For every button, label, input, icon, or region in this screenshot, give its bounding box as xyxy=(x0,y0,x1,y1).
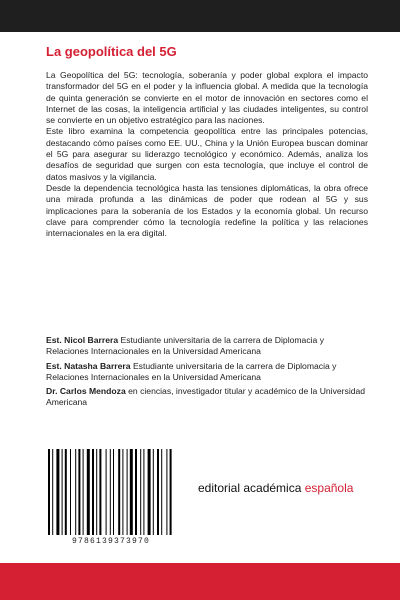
top-bar xyxy=(0,0,400,32)
barcode-bar xyxy=(113,449,114,535)
barcode-bar xyxy=(83,449,84,535)
barcode-bar xyxy=(62,449,63,535)
book-description xyxy=(46,70,368,239)
description-paragraph: Desde la dependencia tecnológica hasta las tensiones diplomáticas, la obra ofrece una mirada profunda a las dinámicas de poder que rodean al 5G y sus implicaciones para la soberanía de los Estados y la economía global. Un recurso clave para comprender cómo la tecnología redefine la política y las relaciones internacionales en la era digital. xyxy=(46,182,368,239)
barcode-bar xyxy=(153,449,154,535)
publisher-name: editorial académica xyxy=(198,481,302,495)
author-bio: Estudiante universitaria de la carrera de Diplomacia y Relaciones Internacionales en la Universidad Americana xyxy=(46,335,325,357)
barcode-bar xyxy=(106,449,107,535)
barcode-bar xyxy=(65,449,67,535)
barcode-bar xyxy=(143,449,144,535)
author-bio: en ciencias, investigador titular y académico de la Universidad Americana xyxy=(46,386,366,408)
barcode-bar xyxy=(140,449,141,535)
barcode-bar xyxy=(52,449,53,535)
barcode-bar xyxy=(99,449,101,535)
bottom-bar xyxy=(0,563,400,600)
barcode-bar xyxy=(118,449,120,535)
author-bio: Estudiante universitaria de la carrera de Diplomacia y Relaciones Internacionales en la Universidad Americana xyxy=(46,360,337,382)
barcode-bar xyxy=(148,449,151,535)
author-entry xyxy=(46,335,368,358)
barcode-bar xyxy=(170,449,172,535)
barcode-bar xyxy=(166,449,167,535)
author-bios xyxy=(46,335,368,412)
barcode-bar xyxy=(75,449,76,535)
author-name: Est. Nicol Barrera xyxy=(46,335,119,345)
barcode-bar xyxy=(48,449,50,535)
barcode-bar xyxy=(92,449,94,535)
isbn-number: 9786139373970 xyxy=(71,537,150,546)
barcode-bar xyxy=(56,449,59,535)
description-paragraph: La Geopolítica del 5G: tecnología, soberanía y poder global explora el impacto transformador del 5G en el poder y la influencia global. A medida que la tecnología de quinta generación se convierte en el motor de innovación en sectores como el Internet de las cosas, la inteligencia artificial y las ciudades inteligentes, su control se convierte en un objetivo estratégico para las naciones. xyxy=(46,70,368,126)
barcode-bar xyxy=(135,449,137,535)
publisher-logo xyxy=(198,481,353,495)
barcode-bar xyxy=(122,449,123,535)
description-paragraph: Este libro examina la competencia geopolítica entre las principales potencias, destacando cómo países como EE. UU., China y la Unión Europea buscan dominar el 5G para asegurar su liderazgo tecnológico y económico. Además, analiza los desafíos de seguridad que surgen con esta tecnología, que incluye el control de datos masivos y la vigilancia. xyxy=(46,126,368,182)
barcode-bar xyxy=(78,449,80,535)
barcode-bar xyxy=(96,449,97,535)
barcode-bar xyxy=(130,449,133,535)
barcode-bar xyxy=(161,449,162,535)
publisher-name-accent: española xyxy=(304,481,354,495)
author-entry xyxy=(46,386,368,409)
isbn-barcode xyxy=(46,449,176,549)
author-name: Est. Natasha Barrera xyxy=(46,360,131,371)
author-entry xyxy=(46,361,368,384)
barcode-bar xyxy=(110,449,111,535)
barcode-bar xyxy=(127,449,128,535)
barcode-bar xyxy=(70,449,71,535)
book-title: La geopolítica del 5G xyxy=(46,44,177,59)
author-name: Dr. Carlos Mendoza xyxy=(46,386,126,397)
barcode-bar xyxy=(157,449,159,535)
barcode-bar xyxy=(87,449,90,535)
